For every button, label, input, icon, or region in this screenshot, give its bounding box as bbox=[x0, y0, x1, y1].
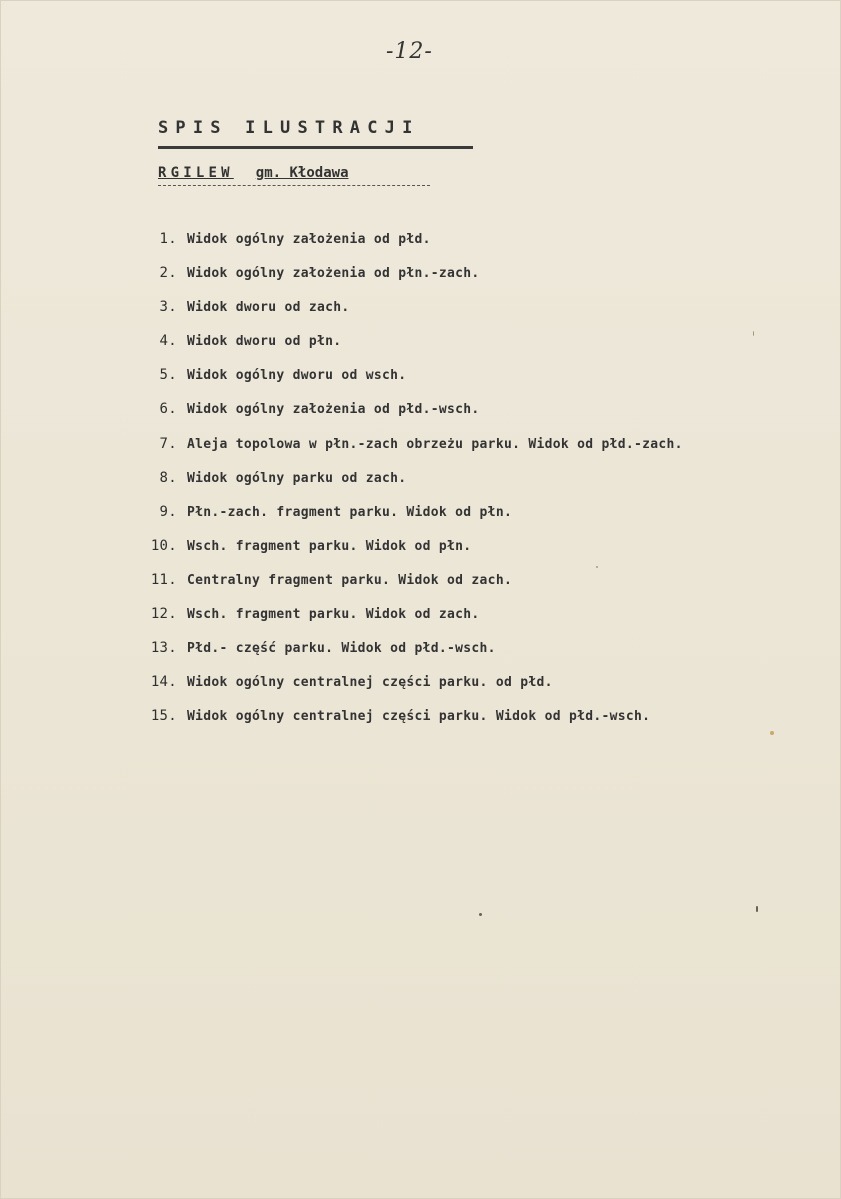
list-item bbox=[1, 602, 841, 636]
item-text: Wsch. fragment parku. Widok od płn. bbox=[187, 538, 472, 554]
item-number: 1. bbox=[159, 231, 177, 247]
item-text: Widok ogólny założenia od płn.-zach. bbox=[187, 266, 480, 282]
list-item bbox=[1, 227, 841, 261]
item-number: 10. bbox=[150, 537, 177, 554]
item-number: 5. bbox=[159, 367, 177, 384]
paper-speck bbox=[479, 913, 482, 916]
item-text: Wsch. fragment parku. Widok od zach. bbox=[187, 607, 480, 623]
item-text: Aleja topolowa w płn.-zach obrzeżu parku. Widok od płd.-zach. bbox=[187, 436, 683, 452]
item-text: Płd.- część parku. Widok od płd.-wsch. bbox=[187, 641, 496, 657]
item-text: Centralny fragment parku. Widok od zach. bbox=[187, 572, 513, 588]
item-number: 11. bbox=[150, 571, 177, 588]
item-number: 8. bbox=[159, 469, 177, 486]
list-item bbox=[1, 261, 841, 295]
item-text: Widok ogólny założenia od płd.-wsch. bbox=[187, 402, 480, 418]
item-number: 14. bbox=[150, 674, 177, 691]
item-text: Płn.-zach. fragment parku. Widok od płn. bbox=[187, 504, 513, 520]
item-text: Widok ogólny centralnej części parku. Widok od płd.-wsch. bbox=[187, 709, 651, 725]
location-commune: gm. Kłodawa bbox=[255, 165, 349, 181]
item-text: Widok dworu od płn. bbox=[187, 334, 342, 350]
location-underline bbox=[158, 185, 430, 186]
item-number: 2. bbox=[159, 265, 177, 282]
item-number: 13. bbox=[150, 640, 177, 657]
list-item bbox=[1, 466, 841, 500]
item-text: Widok ogólny parku od zach. bbox=[187, 470, 407, 486]
item-number: 12. bbox=[150, 606, 177, 623]
illustration-list bbox=[1, 227, 841, 738]
title-underline bbox=[158, 146, 473, 149]
paper-speck bbox=[596, 566, 598, 568]
list-item bbox=[1, 397, 841, 431]
list-item bbox=[1, 363, 841, 397]
paper-speck bbox=[756, 906, 758, 912]
document-title: SPIS ILUSTRACJI bbox=[158, 118, 420, 138]
list-item bbox=[1, 432, 841, 466]
item-text: Widok ogólny założenia od płd. bbox=[187, 232, 431, 247]
list-item bbox=[1, 636, 841, 670]
item-text: Widok dworu od zach. bbox=[187, 300, 350, 316]
item-number: 4. bbox=[159, 333, 177, 350]
item-number: 15. bbox=[150, 708, 177, 725]
item-number: 7. bbox=[159, 435, 177, 452]
list-item bbox=[1, 500, 841, 534]
page-number: -12- bbox=[386, 39, 433, 64]
item-number: 6. bbox=[159, 401, 177, 418]
list-item bbox=[1, 295, 841, 329]
item-number: 3. bbox=[159, 299, 177, 316]
list-item bbox=[1, 534, 841, 568]
paper-speck bbox=[753, 331, 754, 336]
item-text: Widok ogólny centralnej części parku. od płd. bbox=[187, 675, 553, 691]
paper-speck bbox=[770, 731, 774, 735]
list-item bbox=[1, 329, 841, 363]
item-number: 9. bbox=[159, 503, 177, 520]
list-item bbox=[1, 704, 841, 738]
location-place: RGILEW bbox=[158, 165, 234, 181]
item-text: Widok ogólny dworu od wsch. bbox=[187, 368, 407, 384]
list-item bbox=[1, 568, 841, 602]
list-item bbox=[1, 670, 841, 704]
location-heading bbox=[158, 165, 349, 181]
